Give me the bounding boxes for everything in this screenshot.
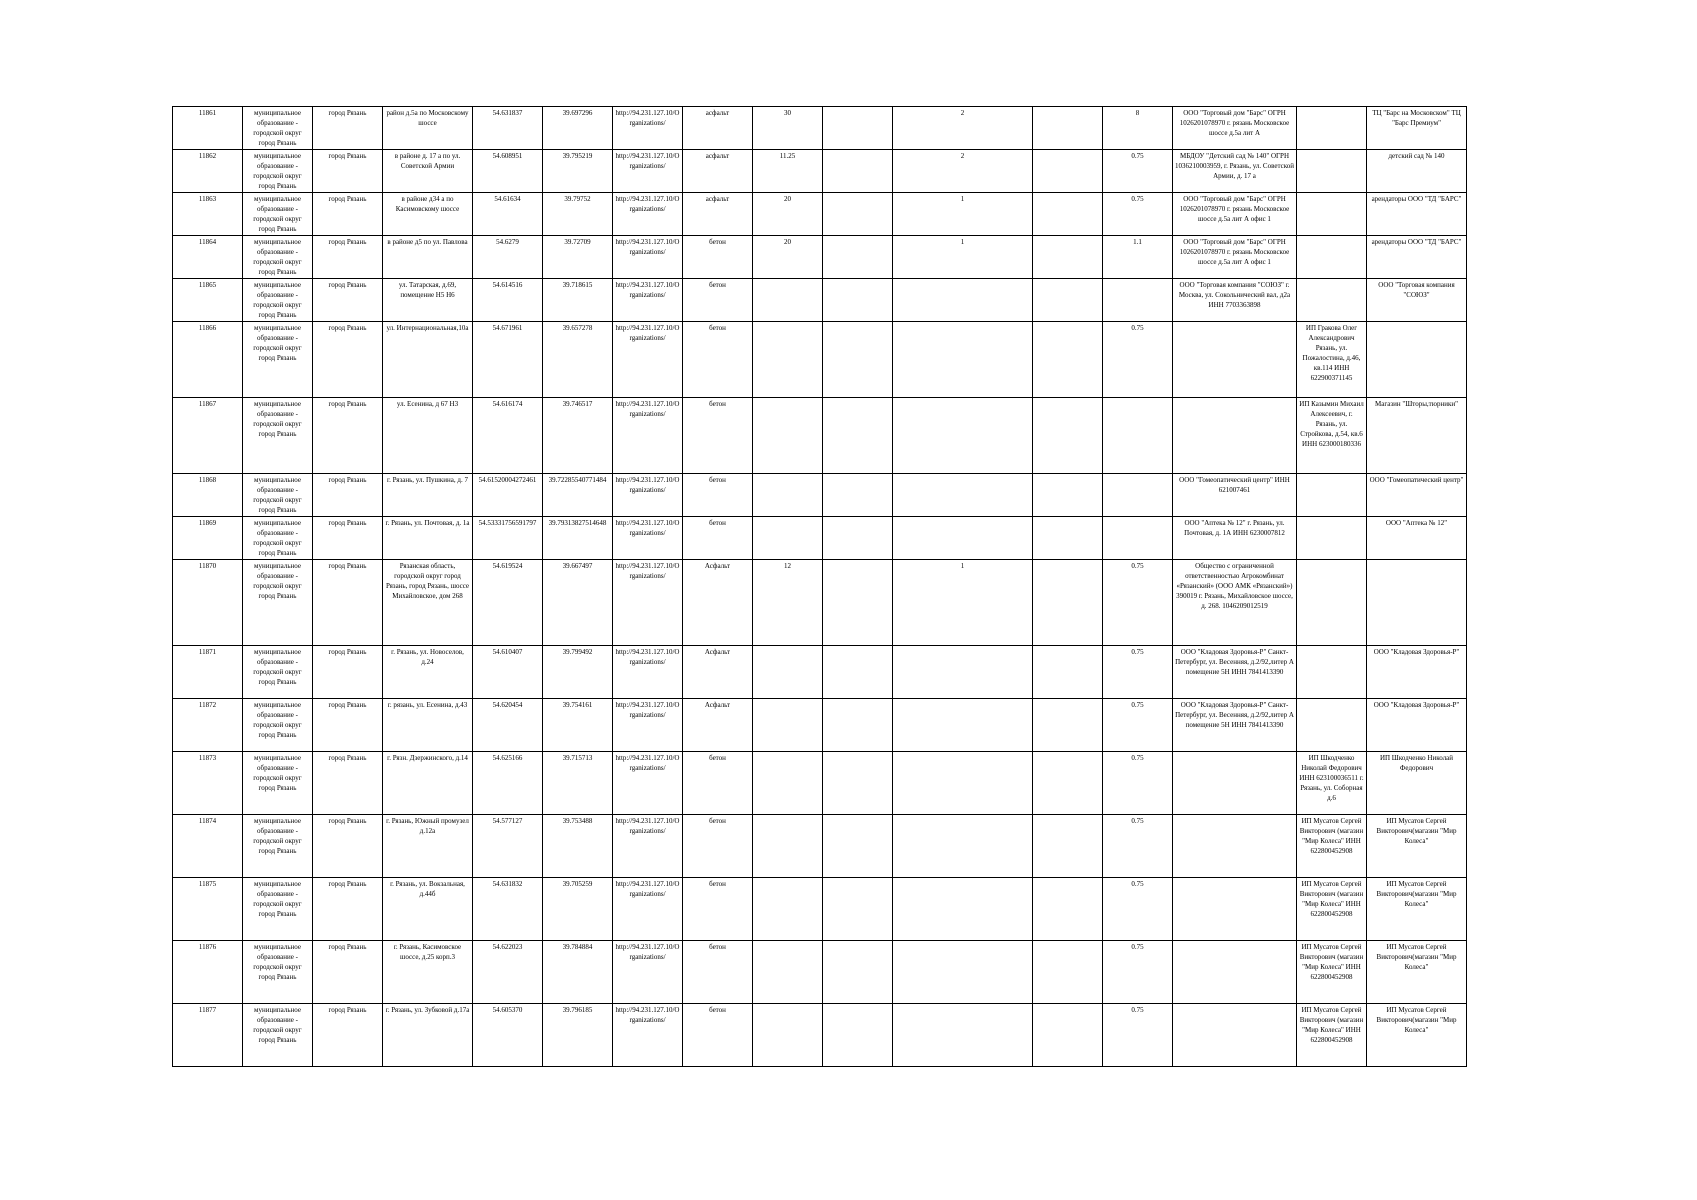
table-cell <box>823 646 893 699</box>
table-cell <box>823 560 893 646</box>
table-cell: 11871 <box>173 646 243 699</box>
table-cell: 1 <box>893 193 1033 236</box>
table-cell: ул. Есенина, д 67 Н3 <box>383 398 473 474</box>
table-cell <box>753 752 823 815</box>
table-cell <box>1103 474 1173 517</box>
table-cell <box>1367 560 1467 646</box>
table-cell: муниципальное образование - городской округ город Рязань <box>243 517 313 560</box>
table-cell: 0.75 <box>1103 699 1173 752</box>
table-cell <box>1297 193 1367 236</box>
table-cell: ООО "Кладовая Здоровья-Р" Санкт-Петербург, ул. Весенняя, д.2/92,литер А помещение 5Н ИНН 7841413390 <box>1173 699 1297 752</box>
table-cell: http://94.231.127.10/Organizations/ <box>613 815 683 878</box>
table-cell <box>753 646 823 699</box>
table-cell: 39.746517 <box>543 398 613 474</box>
table-cell: ООО "Гомеопатический центр" <box>1367 474 1467 517</box>
table-cell: город Рязань <box>313 474 383 517</box>
table-cell: 0.75 <box>1103 752 1173 815</box>
table-cell: 54.631837 <box>473 107 543 150</box>
table-cell: 54.625166 <box>473 752 543 815</box>
table-cell: 11874 <box>173 815 243 878</box>
table-cell <box>753 699 823 752</box>
table-cell <box>1173 815 1297 878</box>
table-cell <box>1033 279 1103 322</box>
table-cell: http://94.231.127.10/Organizations/ <box>613 560 683 646</box>
table-cell: http://94.231.127.10/Organizations/ <box>613 150 683 193</box>
table-cell: 11864 <box>173 236 243 279</box>
table-cell <box>753 1004 823 1067</box>
table-cell: ООО "Кладовая Здоровья-Р" Санкт-Петербург, ул. Весенняя, д.2/92,литер А помещение 5Н ИНН 7841413390 <box>1173 646 1297 699</box>
table-cell: ИП Шкодченко Николай Федорович <box>1367 752 1467 815</box>
table-cell: ИП Гракова Олег Александрович Рязань, ул. Пожалостина, д.46, кв.114 ИНН 622900371145 <box>1297 322 1367 398</box>
table-cell: в районе д. 17 а по ул. Советской Армии <box>383 150 473 193</box>
table-cell <box>1103 517 1173 560</box>
table-row <box>173 150 1467 193</box>
table-cell <box>1367 322 1467 398</box>
table-cell <box>753 322 823 398</box>
table-cell: ул. Интернациональная,10а <box>383 322 473 398</box>
table-cell: 54.671961 <box>473 322 543 398</box>
table-cell: http://94.231.127.10/Organizations/ <box>613 398 683 474</box>
table-row <box>173 752 1467 815</box>
table-cell <box>1297 150 1367 193</box>
table-cell: 0.75 <box>1103 560 1173 646</box>
table-cell: в районе д34 а по Касимовскому шоссе <box>383 193 473 236</box>
table-cell <box>823 1004 893 1067</box>
table-cell: 0.75 <box>1103 815 1173 878</box>
table-cell: 0.75 <box>1103 941 1173 1004</box>
table-cell: 39.79313827514648 <box>543 517 613 560</box>
table-cell: 11877 <box>173 1004 243 1067</box>
table-cell: город Рязань <box>313 815 383 878</box>
table-cell: 39.72285540771484 <box>543 474 613 517</box>
table-cell: ООО "Аптека № 12" <box>1367 517 1467 560</box>
table-cell: город Рязань <box>313 193 383 236</box>
table-cell <box>1033 878 1103 941</box>
table-cell: 39.72709 <box>543 236 613 279</box>
table-cell: ООО "Аптека № 12" г. Рязань, ул. Почтовая, д. 1А ИНН 6230007812 <box>1173 517 1297 560</box>
table-cell: http://94.231.127.10/Organizations/ <box>613 474 683 517</box>
table-cell <box>823 398 893 474</box>
table-cell: http://94.231.127.10/Organizations/ <box>613 941 683 1004</box>
table-cell: Асфальт <box>683 560 753 646</box>
table-cell: бетон <box>683 941 753 1004</box>
table-cell: ИП Мусатов Сергей Викторович(магазин "Мир Колеса" <box>1367 941 1467 1004</box>
table-cell: город Рязань <box>313 236 383 279</box>
table-cell: бетон <box>683 878 753 941</box>
table-cell: http://94.231.127.10/Organizations/ <box>613 517 683 560</box>
table-cell <box>1297 107 1367 150</box>
table-cell: арендаторы ООО "ТД "БАРС" <box>1367 236 1467 279</box>
table-cell: 54.605370 <box>473 1004 543 1067</box>
table-cell: бетон <box>683 517 753 560</box>
table-cell: 11872 <box>173 699 243 752</box>
table-row <box>173 322 1467 398</box>
table-cell: 11876 <box>173 941 243 1004</box>
table-cell: город Рязань <box>313 560 383 646</box>
table-cell: ИП Мусатов Сергей Викторович (магазин "Мир Колеса" ИНН 622800452908 <box>1297 941 1367 1004</box>
table-cell <box>753 815 823 878</box>
table-cell: муниципальное образование - городской округ город Рязань <box>243 236 313 279</box>
table-cell: 39.796185 <box>543 1004 613 1067</box>
table-cell: ООО "Торговый дом "Барс" ОГРН 1026201078970 г. рязань Московское шоссе д.5а лит А офис 1 <box>1173 236 1297 279</box>
table-cell <box>823 699 893 752</box>
table-cell <box>893 517 1033 560</box>
table-cell: 54.614516 <box>473 279 543 322</box>
table-cell <box>893 1004 1033 1067</box>
table-cell: г. Рязань, ул. Зубковой д.17а <box>383 1004 473 1067</box>
table-cell: бетон <box>683 1004 753 1067</box>
table-cell: 12 <box>753 560 823 646</box>
table-cell: г. Рязань, ул. Пушкина, д. 7 <box>383 474 473 517</box>
table-cell <box>823 752 893 815</box>
table-cell: 54.6279 <box>473 236 543 279</box>
table-cell: 0.75 <box>1103 1004 1173 1067</box>
table-cell: 39.79752 <box>543 193 613 236</box>
table-cell: 0.75 <box>1103 193 1173 236</box>
table-cell <box>1033 815 1103 878</box>
table-cell: ТЦ "Барс на Московском" ТЦ "Барс Премиум" <box>1367 107 1467 150</box>
table-cell: 11866 <box>173 322 243 398</box>
table-cell: 39.754161 <box>543 699 613 752</box>
table-cell: Рязанская область, городской округ город Рязань, город Рязань, шоссе Михайловское, дом 268 <box>383 560 473 646</box>
table-cell <box>1033 941 1103 1004</box>
table-cell: 39.715713 <box>543 752 613 815</box>
table-cell: http://94.231.127.10/Organizations/ <box>613 752 683 815</box>
table-cell: ООО "Гомеопатический центр" ИНН 621007461 <box>1173 474 1297 517</box>
table-cell: г. Рязн. Дзержинского, д.14 <box>383 752 473 815</box>
table-cell: ИП Мусатов Сергей Викторович (магазин "Мир Колеса" ИНН 622800452908 <box>1297 815 1367 878</box>
table-cell <box>893 878 1033 941</box>
table-cell: Асфальт <box>683 699 753 752</box>
table-cell: 54.61634 <box>473 193 543 236</box>
table-cell <box>893 322 1033 398</box>
table-cell <box>1103 279 1173 322</box>
table-cell <box>1033 398 1103 474</box>
table-cell: город Рязань <box>313 1004 383 1067</box>
table-cell: бетон <box>683 322 753 398</box>
table-cell <box>1033 752 1103 815</box>
table-cell <box>1173 398 1297 474</box>
table-cell: город Рязань <box>313 150 383 193</box>
table-cell: город Рязань <box>313 322 383 398</box>
table-cell: г. Рязань, Касимовское шоссе, д.25 корп.3 <box>383 941 473 1004</box>
table-cell <box>823 815 893 878</box>
table-row <box>173 474 1467 517</box>
table-cell <box>753 474 823 517</box>
table-cell <box>1033 322 1103 398</box>
table-cell: 1.1 <box>1103 236 1173 279</box>
table-cell <box>1173 1004 1297 1067</box>
table-cell: город Рязань <box>313 752 383 815</box>
table-cell <box>893 752 1033 815</box>
table-cell: http://94.231.127.10/Organizations/ <box>613 646 683 699</box>
table-cell <box>1033 150 1103 193</box>
table-cell: 1 <box>893 236 1033 279</box>
table-cell <box>753 517 823 560</box>
table-cell <box>1033 1004 1103 1067</box>
table-cell: муниципальное образование - городской округ город Рязань <box>243 193 313 236</box>
table-cell: 39.718615 <box>543 279 613 322</box>
table-cell: 54.631832 <box>473 878 543 941</box>
table-cell <box>823 878 893 941</box>
table-row <box>173 646 1467 699</box>
table-cell: муниципальное образование - городской округ город Рязань <box>243 878 313 941</box>
table-cell: детский сад № 140 <box>1367 150 1467 193</box>
table-cell: http://94.231.127.10/Organizations/ <box>613 1004 683 1067</box>
table-cell: 0.75 <box>1103 322 1173 398</box>
table-cell: город Рязань <box>313 646 383 699</box>
table-cell: 54.610407 <box>473 646 543 699</box>
table-cell: 2 <box>893 150 1033 193</box>
table-cell: муниципальное образование - городской округ город Рязань <box>243 699 313 752</box>
table-cell <box>1033 646 1103 699</box>
table-cell: ул. Татарская, д.69, помещение Н5 Н6 <box>383 279 473 322</box>
table-cell: муниципальное образование - городской округ город Рязань <box>243 560 313 646</box>
table-row <box>173 236 1467 279</box>
table-cell: 11867 <box>173 398 243 474</box>
table-cell: 8 <box>1103 107 1173 150</box>
table-row <box>173 279 1467 322</box>
table-cell: ООО "Кладовая Здоровья-Р" <box>1367 699 1467 752</box>
table-cell: ООО "Кладовая Здоровья-Р" <box>1367 646 1467 699</box>
table-cell: город Рязань <box>313 107 383 150</box>
table-cell: 1 <box>893 560 1033 646</box>
table-cell: ООО "Торговый дом "Барс" ОГРН 1026201078970 г. рязань Московское шоссе д.5а лит А <box>1173 107 1297 150</box>
table-cell: ООО "Торговый дом "Барс" ОГРН 1026201078970 г. рязань Московское шоссе д.5а лит А офис 1 <box>1173 193 1297 236</box>
table-cell: город Рязань <box>313 398 383 474</box>
table-cell <box>1173 752 1297 815</box>
table-cell: 54.622023 <box>473 941 543 1004</box>
table-cell: 54.608951 <box>473 150 543 193</box>
table-cell: 39.667497 <box>543 560 613 646</box>
table-cell: бетон <box>683 398 753 474</box>
table-cell <box>753 279 823 322</box>
table-cell: город Рязань <box>313 878 383 941</box>
table-row <box>173 699 1467 752</box>
table-cell: муниципальное образование - городской округ город Рязань <box>243 150 313 193</box>
table-cell: 0.75 <box>1103 878 1173 941</box>
table-cell: 11861 <box>173 107 243 150</box>
table-cell <box>823 517 893 560</box>
table-cell: ИП Казымин Михаил Алексеевич, г. Рязань, ул. Стройкова, д.54, кв.6 ИНН 623000180336 <box>1297 398 1367 474</box>
table-cell <box>893 398 1033 474</box>
table-cell: http://94.231.127.10/Organizations/ <box>613 107 683 150</box>
table-cell: город Рязань <box>313 517 383 560</box>
table-cell: 39.697296 <box>543 107 613 150</box>
table-cell: муниципальное образование - городской округ город Рязань <box>243 815 313 878</box>
table-cell <box>823 193 893 236</box>
table-cell: г. Рязань, ул. Новоселов, д.24 <box>383 646 473 699</box>
table-row <box>173 107 1467 150</box>
table-cell: муниципальное образование - городской округ город Рязань <box>243 279 313 322</box>
table-cell: муниципальное образование - городской округ город Рязань <box>243 752 313 815</box>
table-cell: бетон <box>683 752 753 815</box>
table-cell: 11870 <box>173 560 243 646</box>
table-cell: бетон <box>683 815 753 878</box>
table-cell <box>1033 193 1103 236</box>
table-cell: http://94.231.127.10/Organizations/ <box>613 279 683 322</box>
table-cell <box>1033 560 1103 646</box>
table-cell: http://94.231.127.10/Organizations/ <box>613 699 683 752</box>
table-row <box>173 878 1467 941</box>
table-row <box>173 941 1467 1004</box>
table-cell <box>823 474 893 517</box>
table-cell: г. Рязань, Южный промузел д.12а <box>383 815 473 878</box>
table-cell: муниципальное образование - городской округ город Рязань <box>243 474 313 517</box>
table-cell: 20 <box>753 236 823 279</box>
table-row <box>173 517 1467 560</box>
table-cell: 2 <box>893 107 1033 150</box>
table-cell: район д.5а по Московскому шоссе <box>383 107 473 150</box>
table-cell: 11865 <box>173 279 243 322</box>
table-cell: город Рязань <box>313 699 383 752</box>
table-cell: 54.620454 <box>473 699 543 752</box>
table-cell: Общество с ограниченной ответственностью Агрокомбинат «Рязанский» (ООО АМК «Рязанский») 390019 г. Рязань, Михайловское шоссе, д. 268. 1046209012519 <box>1173 560 1297 646</box>
table-cell: бетон <box>683 236 753 279</box>
table-cell <box>753 398 823 474</box>
table-cell: 39.784884 <box>543 941 613 1004</box>
table-cell: 20 <box>753 193 823 236</box>
table-row <box>173 193 1467 236</box>
table-cell <box>1033 699 1103 752</box>
table-cell <box>1297 474 1367 517</box>
table-cell: бетон <box>683 279 753 322</box>
table-row <box>173 1004 1467 1067</box>
table-cell: 11863 <box>173 193 243 236</box>
table-cell: муниципальное образование - городской округ город Рязань <box>243 322 313 398</box>
table-cell: асфальт <box>683 150 753 193</box>
table-cell: 39.705259 <box>543 878 613 941</box>
table-cell: 54.616174 <box>473 398 543 474</box>
table-cell <box>893 815 1033 878</box>
table-cell: 11.25 <box>753 150 823 193</box>
table-cell <box>1033 107 1103 150</box>
table-cell: город Рязань <box>313 941 383 1004</box>
table-cell <box>1297 236 1367 279</box>
table-cell <box>893 646 1033 699</box>
table-cell: ИП Мусатов Сергей Викторович (магазин "Мир Колеса" ИНН 622800452908 <box>1297 878 1367 941</box>
table-cell <box>1173 878 1297 941</box>
table-cell: муниципальное образование - городской округ город Рязань <box>243 1004 313 1067</box>
table-cell: ИП Мусатов Сергей Викторович(магазин "Мир Колеса" <box>1367 815 1467 878</box>
table-cell: арендаторы ООО "ТД "БАРС" <box>1367 193 1467 236</box>
table-cell <box>1297 699 1367 752</box>
table-cell: асфальт <box>683 193 753 236</box>
table-cell: Асфальт <box>683 646 753 699</box>
table-cell: 39.795219 <box>543 150 613 193</box>
table-cell <box>1033 474 1103 517</box>
table-cell: город Рязань <box>313 279 383 322</box>
table-cell: г. Рязань, ул. Почтовая, д. 1а <box>383 517 473 560</box>
table-cell: ООО "Торговая компания "СОЮЗ" г. Москва, ул. Сокольнический вал, д2а ИНН 7703363898 <box>1173 279 1297 322</box>
table-cell: http://94.231.127.10/Organizations/ <box>613 193 683 236</box>
table-cell: асфальт <box>683 107 753 150</box>
registry-table <box>172 106 1467 1067</box>
table-cell: 11862 <box>173 150 243 193</box>
table-cell: 11873 <box>173 752 243 815</box>
table-cell <box>1173 941 1297 1004</box>
table-cell: http://94.231.127.10/Organizations/ <box>613 236 683 279</box>
table-cell <box>823 322 893 398</box>
table-row <box>173 398 1467 474</box>
table-cell: бетон <box>683 474 753 517</box>
table-cell: 11869 <box>173 517 243 560</box>
table-cell: муниципальное образование - городской округ город Рязань <box>243 941 313 1004</box>
table-cell: ИП Мусатов Сергей Викторович(магазин "Мир Колеса" <box>1367 878 1467 941</box>
table-cell: 54.61520004272461 <box>473 474 543 517</box>
table-cell <box>893 699 1033 752</box>
table-cell: http://94.231.127.10/Organizations/ <box>613 878 683 941</box>
table-cell: муниципальное образование - городской округ город Рязань <box>243 107 313 150</box>
table-cell <box>893 941 1033 1004</box>
table-cell: 11868 <box>173 474 243 517</box>
table-cell: г. рязань, ул. Есенина, д.43 <box>383 699 473 752</box>
table-cell <box>753 878 823 941</box>
table-cell <box>1033 517 1103 560</box>
table-cell <box>1103 398 1173 474</box>
table-cell <box>893 474 1033 517</box>
table-cell: 0.75 <box>1103 646 1173 699</box>
table-cell: в районе д5 по ул. Павлова <box>383 236 473 279</box>
table-cell: 0.75 <box>1103 150 1173 193</box>
table-row <box>173 815 1467 878</box>
table-cell <box>823 150 893 193</box>
table-cell: 39.657278 <box>543 322 613 398</box>
table-cell: 11875 <box>173 878 243 941</box>
table-cell: http://94.231.127.10/Organizations/ <box>613 322 683 398</box>
table-cell: ИП Мусатов Сергей Викторович (магазин "Мир Колеса" ИНН 622800452908 <box>1297 1004 1367 1067</box>
table-cell: 39.799492 <box>543 646 613 699</box>
table-cell <box>1297 517 1367 560</box>
table-cell: муниципальное образование - городской округ город Рязань <box>243 398 313 474</box>
table-cell <box>1033 236 1103 279</box>
table-cell: 54.53331756591797 <box>473 517 543 560</box>
table-cell: Магазин "Шторы,тюрники" <box>1367 398 1467 474</box>
table-cell <box>1297 646 1367 699</box>
table-cell <box>1297 279 1367 322</box>
table-cell: ИП Шкодченко Николай Федорович ИНН 623100036511 г. Рязань, ул. Соборная д.6 <box>1297 752 1367 815</box>
table-cell <box>823 279 893 322</box>
table-cell: 54.577127 <box>473 815 543 878</box>
table-cell: г. Рязань, ул. Вокзальная, д.44б <box>383 878 473 941</box>
table-cell <box>1173 322 1297 398</box>
table-cell <box>753 941 823 1004</box>
table-cell: 54.619524 <box>473 560 543 646</box>
table-cell: МБДОУ "Детский сад № 140" ОГРН 1036210003959, г. Рязань, ул. Советской Армии, д. 17 а <box>1173 150 1297 193</box>
table-cell: муниципальное образование - городской округ город Рязань <box>243 646 313 699</box>
table-cell: ООО "Торговая компания "СОЮЗ" <box>1367 279 1467 322</box>
table-cell <box>1297 560 1367 646</box>
table-cell <box>823 107 893 150</box>
table-cell <box>823 941 893 1004</box>
table-cell: ИП Мусатов Сергей Викторович(магазин "Мир Колеса" <box>1367 1004 1467 1067</box>
table-cell: 30 <box>753 107 823 150</box>
table-cell <box>893 279 1033 322</box>
table-cell: 39.753488 <box>543 815 613 878</box>
table-row <box>173 560 1467 646</box>
table-cell <box>823 236 893 279</box>
